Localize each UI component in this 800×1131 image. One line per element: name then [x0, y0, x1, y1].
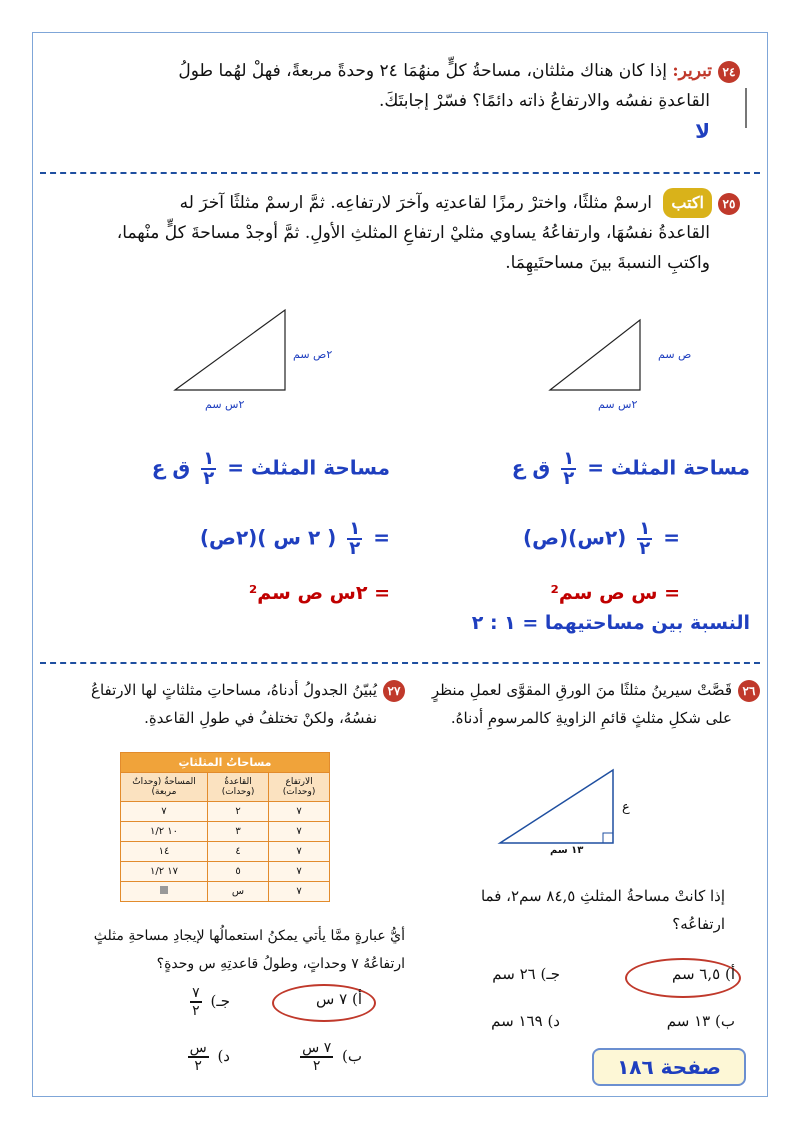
- question-number-badge: ٢٤: [718, 61, 740, 83]
- right-area-formula: مساحة المثلث = $\frac{١}{٢}$ ق ع: [511, 448, 750, 489]
- option-d[interactable]: د) $\frac{\text{س}}{٢}$: [189, 1040, 230, 1074]
- right-area-result: = س ص سم²: [550, 582, 680, 604]
- right-triangle: [500, 770, 613, 843]
- square-placeholder-icon: [160, 886, 168, 894]
- option-c[interactable]: جـ) $\frac{٧}{٢}$: [192, 985, 230, 1019]
- right-base-label: ٢س سم: [598, 398, 638, 411]
- question-25: ٢٥اكتب ارسمْ مثلثًا، واخترْ رمزًا لقاعدتِه وآخرَ لارتفاعِه. ثمَّ ارسمْ مثلثًا آخرَ له القاعدةُ نفسُهَا، وارتفاعُهُ يساوي مثليْ ارتفاعِ المثلثِ الأولِ. ثمَّ أوجدْ مساحةَ كلٍّ منْهما، واكتبِ النسبةَ بينَ مساحتَيهِمَا.: [90, 188, 740, 278]
- section-divider: [40, 172, 760, 174]
- question-24-line2: القاعدةِ نفسُه والارتفاعُ ذاته دائمًا؟ فسّرْ إجابتَكَ.: [378, 91, 710, 111]
- question-number-badge: ٢٦: [738, 680, 760, 702]
- left-area-formula: مساحة المثلث = $\frac{١}{٢}$ ق ع: [151, 448, 390, 489]
- table-title: مساحاتُ المثلثاتِ: [121, 753, 330, 773]
- table-row: س ٧: [121, 882, 330, 902]
- areas-table: [120, 752, 330, 902]
- right-area-step: = $\frac{١}{٢}$ (٢س)(ص): [523, 518, 680, 559]
- table-row: ١٠ ١/٢ ٣ ٧: [121, 822, 330, 842]
- section-divider: [40, 662, 760, 664]
- area-ratio: النسبة بين مساحتيهما = ١ : ٢: [471, 612, 750, 634]
- option-a[interactable]: أ) ٦,٥ سم: [671, 965, 735, 983]
- write-tag: اكتب: [663, 188, 712, 218]
- triangle-left: [175, 310, 285, 390]
- right-triangle-diagram: [495, 765, 635, 855]
- option-b[interactable]: ب) ١٣ سم: [666, 1012, 735, 1030]
- table-header: القاعدةُ (وحدات): [207, 773, 268, 802]
- table-row: ١٤ ٤ ٧: [121, 842, 330, 862]
- unknown-cell: [121, 882, 208, 902]
- question-24-line1: ٢٤تبرير: إذا كان هناك مثلثان، مساحةُ كلٍّ منهُمَا ٢٤ وحدةً مربعةً، فهلْ لهُما طولُ: [80, 56, 740, 86]
- question-26-ask: إذا كانتْ مساحةُ المثلثِ ٨٤,٥ سم٢، فما ارتفاعُه؟: [480, 887, 725, 933]
- triangle-base-label: ١٣ سم: [550, 845, 584, 856]
- question-number-badge: ٢٥: [718, 193, 740, 215]
- question-27-ask: أيُّ عبارةٍ ممَّا يأتي يمكنُ استعمالُها لإيجادِ مساحةِ مثلثٍ ارتفاعُهُ ٧ وحداتٍ، وطولُ قاعدتِهِ س وحدةٍ؟: [93, 928, 405, 972]
- right-angle-mark: [603, 833, 613, 843]
- option-d[interactable]: د) ١٦٩ سم: [491, 1012, 560, 1030]
- question-26: ٢٦قَصَّتْ سيرينُ مثلثًا منَ الورقِ المقوَّى لعملِ منظرٍ على شكلِ مثلثٍ قائمِ الزاويةِ كالمرسومِ أدناهُ.: [420, 676, 760, 732]
- table-row: ١٧ ١/٢ ٥ ٧: [121, 862, 330, 882]
- option-c[interactable]: جـ) ٢٦ سم: [492, 965, 560, 983]
- answer-text: لا: [695, 119, 710, 143]
- question-27: ٢٧يُبيّنُ الجدولُ أدناهُ، مساحاتِ مثلثاتٍ لها الارتفاعُ نفسُهُ، ولكنْ تختلفُ في طولِ القاعدةِ.: [55, 676, 405, 732]
- margin-bar: [745, 88, 747, 128]
- left-area-result: = ٢س ص سم²: [248, 582, 390, 604]
- table-header: الارتفاع (وحدات): [269, 773, 330, 802]
- table-header: المساحةُ (وحداتٌ مربعة): [121, 773, 208, 802]
- right-height-label: ص سم: [658, 348, 692, 361]
- triangle-height-label: ع: [622, 800, 630, 815]
- left-base-label: ٢س سم: [205, 398, 245, 411]
- left-height-label: ٢ص سم: [293, 348, 333, 361]
- question-number-badge: ٢٧: [383, 680, 405, 702]
- page-number-box: صفحة ١٨٦: [592, 1048, 746, 1086]
- table-row: ٧ ٢ ٧: [121, 802, 330, 822]
- triangle-right: [550, 320, 640, 390]
- option-a[interactable]: أ) ٧ س: [316, 990, 362, 1008]
- option-b[interactable]: ب) $\frac{\text{٧ س}}{٢}$: [302, 1040, 362, 1074]
- question-24: [80, 56, 740, 146]
- left-area-step: = $\frac{١}{٢}$ ( ٢ س )(٢ص): [199, 518, 390, 559]
- question-keyword: تبرير:: [672, 61, 712, 81]
